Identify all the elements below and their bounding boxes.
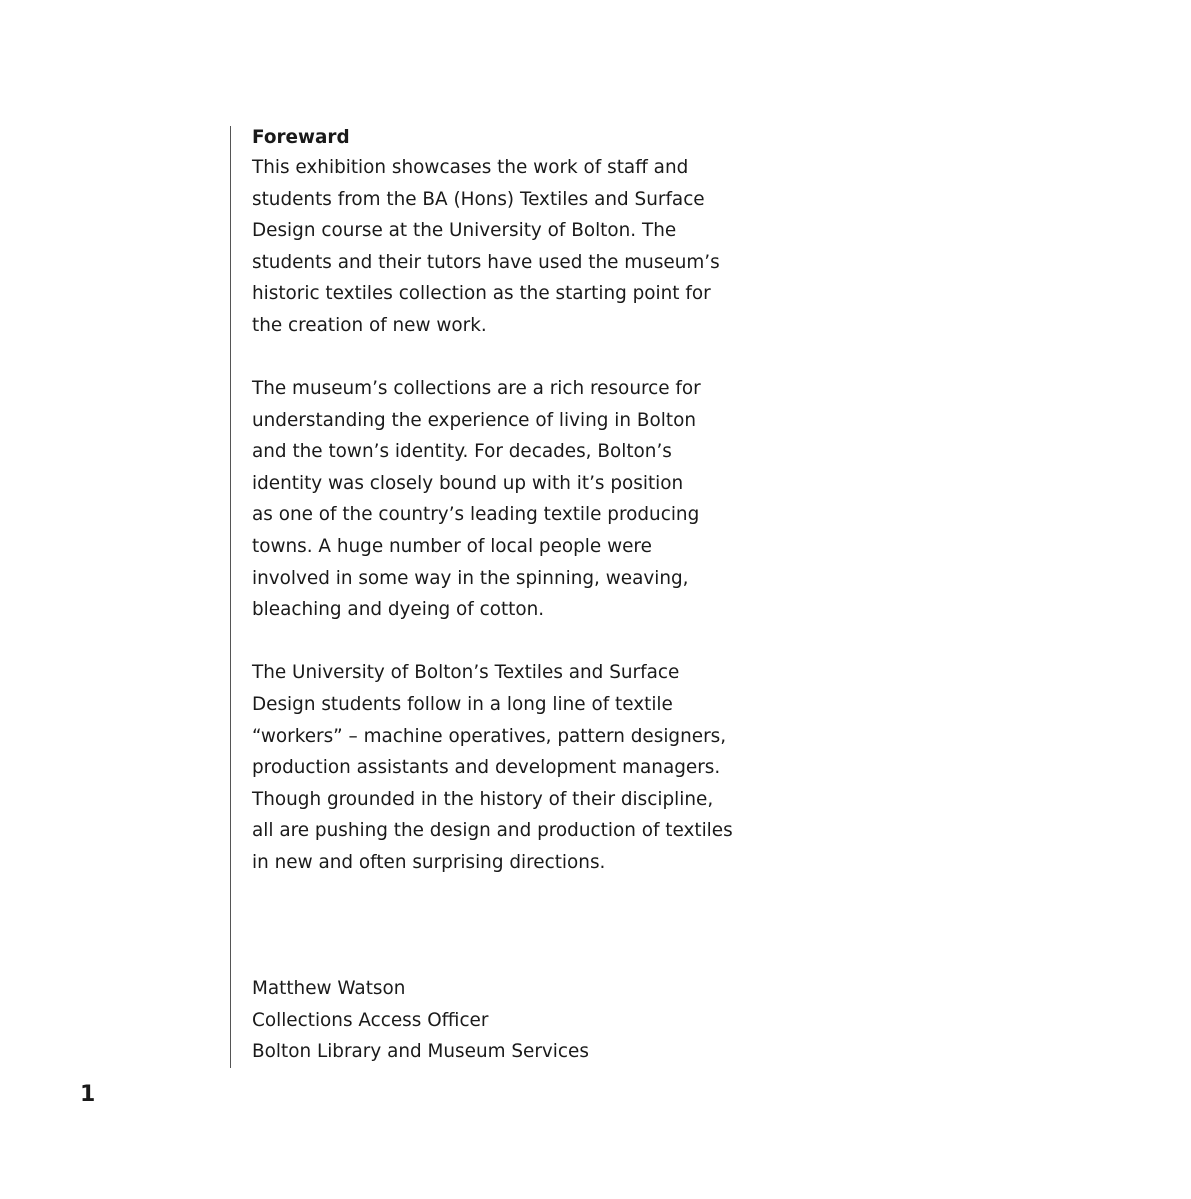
paragraph-spacer	[252, 342, 772, 374]
paragraph-2	[252, 373, 772, 626]
text-line: as one of the country’s leading textile producing	[252, 504, 700, 526]
text-line: students from the BA (Hons) Textiles and Surface	[252, 188, 705, 210]
text-line: The museum’s collections are a rich resource for	[252, 378, 701, 400]
heading: Foreward	[252, 127, 350, 148]
page-number: 1	[80, 1082, 96, 1107]
text-line: understanding the experience of living in Bolton	[252, 409, 697, 431]
paragraph-spacer	[252, 626, 772, 658]
text-line: the creation of new work.	[252, 314, 487, 336]
text-line: Though grounded in the history of their discipline,	[252, 788, 714, 810]
signature-organization: Bolton Library and Museum Services	[252, 1041, 589, 1063]
vertical-rule	[230, 126, 231, 1068]
text-line: production assistants and development managers.	[252, 757, 721, 779]
foreword-text	[252, 124, 772, 878]
text-line: in new and often surprising directions.	[252, 851, 606, 873]
text-line: The University of Bolton’s Textiles and Surface	[252, 662, 680, 684]
text-line: and the town’s identity. For decades, Bolton’s	[252, 441, 672, 463]
text-line: bleaching and dyeing of cotton.	[252, 599, 545, 621]
text-line: identity was closely bound up with it’s position	[252, 472, 684, 494]
text-line: Design course at the University of Bolton. The	[252, 220, 677, 242]
text-line: towns. A huge number of local people were	[252, 536, 652, 558]
text-line: This exhibition showcases the work of staff and	[252, 157, 689, 178]
signature-role: Collections Access Officer	[252, 1009, 489, 1031]
signature-name: Matthew Watson	[252, 978, 406, 999]
signature-block	[252, 973, 589, 1068]
text-line: involved in some way in the spinning, weaving,	[252, 567, 689, 589]
text-line: Design students follow in a long line of textile	[252, 693, 673, 715]
text-line: “workers” – machine operatives, pattern designers,	[252, 725, 727, 747]
text-line: all are pushing the design and production of textiles	[252, 820, 733, 842]
paragraph-1	[252, 152, 772, 342]
paragraph-3	[252, 657, 772, 878]
text-line: students and their tutors have used the museum’s	[252, 251, 720, 273]
text-line: historic textiles collection as the starting point for	[252, 283, 711, 305]
